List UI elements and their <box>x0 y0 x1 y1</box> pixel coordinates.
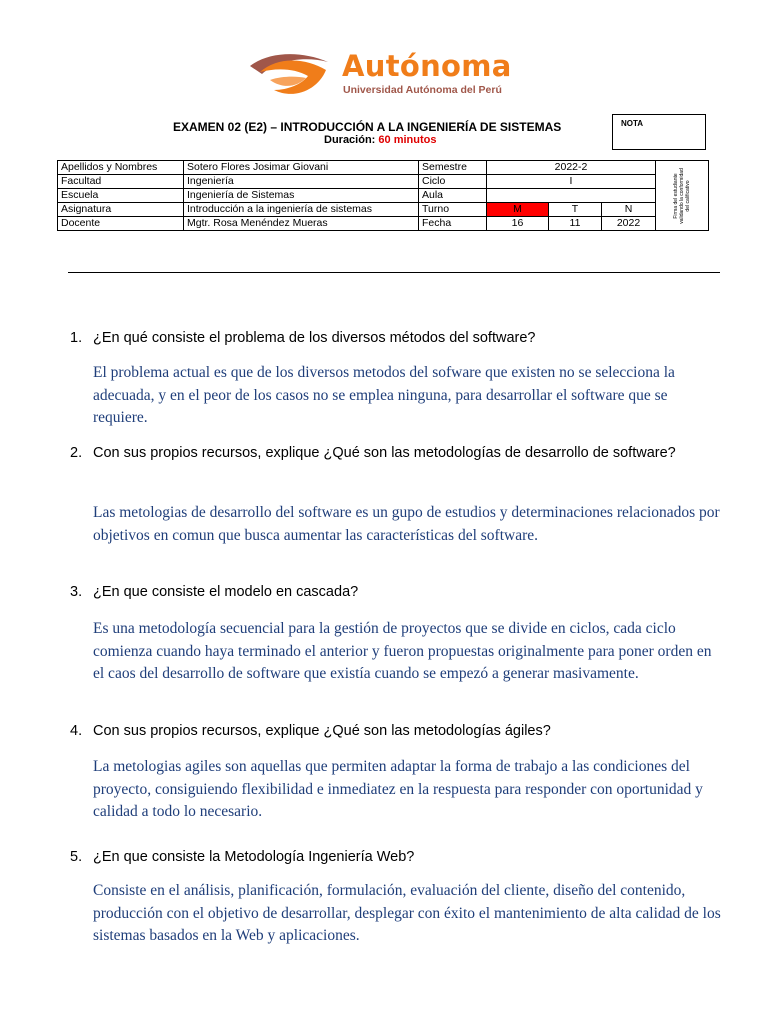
shift-night: N <box>602 203 656 217</box>
faculty-value: Ingeniería <box>184 175 419 189</box>
exam-title: EXAMEN 02 (E2) – INTRODUCCIÓN A LA INGENIERÍA DE SISTEMAS <box>173 120 562 134</box>
question-number: 1. <box>70 330 83 346</box>
teacher-value: Mgtr. Rosa Menéndez Mueras <box>184 217 419 231</box>
answer-2: Las metologias de desarrollo del software es un gupo de estudios y determinaciones relacionados por objetivos en comun que busca aumentar las características del software. <box>93 504 720 544</box>
question-number: 5. <box>70 849 83 865</box>
label-cell: Fecha <box>419 217 487 231</box>
student-name: Sotero Flores Josimar Giovani <box>184 161 419 175</box>
question-2 <box>70 442 690 464</box>
signature-cell <box>656 161 709 231</box>
table-row <box>58 175 709 189</box>
course-value: Introducción a la ingeniería de sistemas <box>184 203 419 217</box>
cycle-value: I <box>487 175 656 189</box>
grade-label: NOTA <box>621 119 644 128</box>
label-cell: Turno <box>419 203 487 217</box>
question-3 <box>70 581 690 603</box>
semester-value: 2022-2 <box>487 161 656 175</box>
answer-3: Es una metodología secuencial para la gestión de proyectos que se divide en ciclos, cada ciclo comienza cuando haya terminado el anterior y fueron propuestas originalmente para poner orden en el caos del desarrollo de software que existía cuando se empezó a generar masivamente. <box>93 620 712 682</box>
question-text: ¿En que consiste la Metodología Ingeniería Web? <box>93 849 415 865</box>
table-row <box>58 203 709 217</box>
duration-label: Duración: <box>324 134 376 146</box>
question-text: ¿En qué consiste el problema de los diversos métodos del software? <box>93 330 536 346</box>
label-cell: Docente <box>58 217 184 231</box>
question-text: ¿En que consiste el modelo en cascada? <box>93 584 359 600</box>
label-cell: Aula <box>419 189 487 203</box>
classroom-value <box>487 189 656 203</box>
date-year: 2022 <box>602 217 656 231</box>
question-text: Con sus propios recursos, explique ¿Qué son las metodologías de desarrollo de software? <box>93 445 676 461</box>
shift-morning: M <box>487 203 549 217</box>
signature-note: Firma del estudiante validando la conformidad del calificativo <box>673 167 691 224</box>
answer-5: Consiste en el análisis, planificación, formulación, evaluación del cliente, diseño del contenido, producción con el objetivo de desarrollar, desplegar con éxito el mantenimiento de alta calidad de los sistemas basados en la Web y aplicaciones. <box>93 882 721 944</box>
duration-value: 60 minutos <box>378 134 437 146</box>
answer-1: El problema actual es que de los diversos metodos del sofware que existen no se selecciona la adecuada, y en el peor de los casos no se emplea ninguna, para desarrollar el software que se requiere. <box>93 364 675 426</box>
label-cell: Facultad <box>58 175 184 189</box>
autonoma-swirl-icon <box>248 50 332 102</box>
school-value: Ingeniería de Sistemas <box>184 189 419 203</box>
date-month: 11 <box>549 217 602 231</box>
question-1 <box>70 327 690 349</box>
question-5 <box>70 846 690 868</box>
brand-name: Autónoma <box>342 49 512 83</box>
question-4 <box>70 720 690 742</box>
label-cell: Escuela <box>58 189 184 203</box>
grade-box <box>612 114 706 150</box>
label-cell: Semestre <box>419 161 487 175</box>
shift-afternoon: T <box>549 203 602 217</box>
table-row <box>58 161 709 175</box>
brand-subtitle: Universidad Autónoma del Perú <box>343 84 502 96</box>
question-number: 4. <box>70 723 83 739</box>
university-logo <box>248 48 528 108</box>
table-row <box>58 217 709 231</box>
label-cell: Ciclo <box>419 175 487 189</box>
question-number: 2. <box>70 445 83 461</box>
date-day: 16 <box>487 217 549 231</box>
exam-duration <box>324 134 436 146</box>
table-row <box>58 189 709 203</box>
student-info-table <box>57 160 709 231</box>
label-cell: Asignatura <box>58 203 184 217</box>
question-number: 3. <box>70 584 83 600</box>
question-text: Con sus propios recursos, explique ¿Qué son las metodologías ágiles? <box>93 723 551 739</box>
answer-4: La metologias agiles son aquellas que permiten adaptar la forma de trabajo a las condiciones del proyecto, consiguiendo flexibilidad e inmediatez en la respuesta para responder con oportunidad y calidad a todo lo necesario. <box>93 758 703 820</box>
label-cell: Apellidos y Nombres <box>58 161 184 175</box>
divider <box>68 272 720 273</box>
